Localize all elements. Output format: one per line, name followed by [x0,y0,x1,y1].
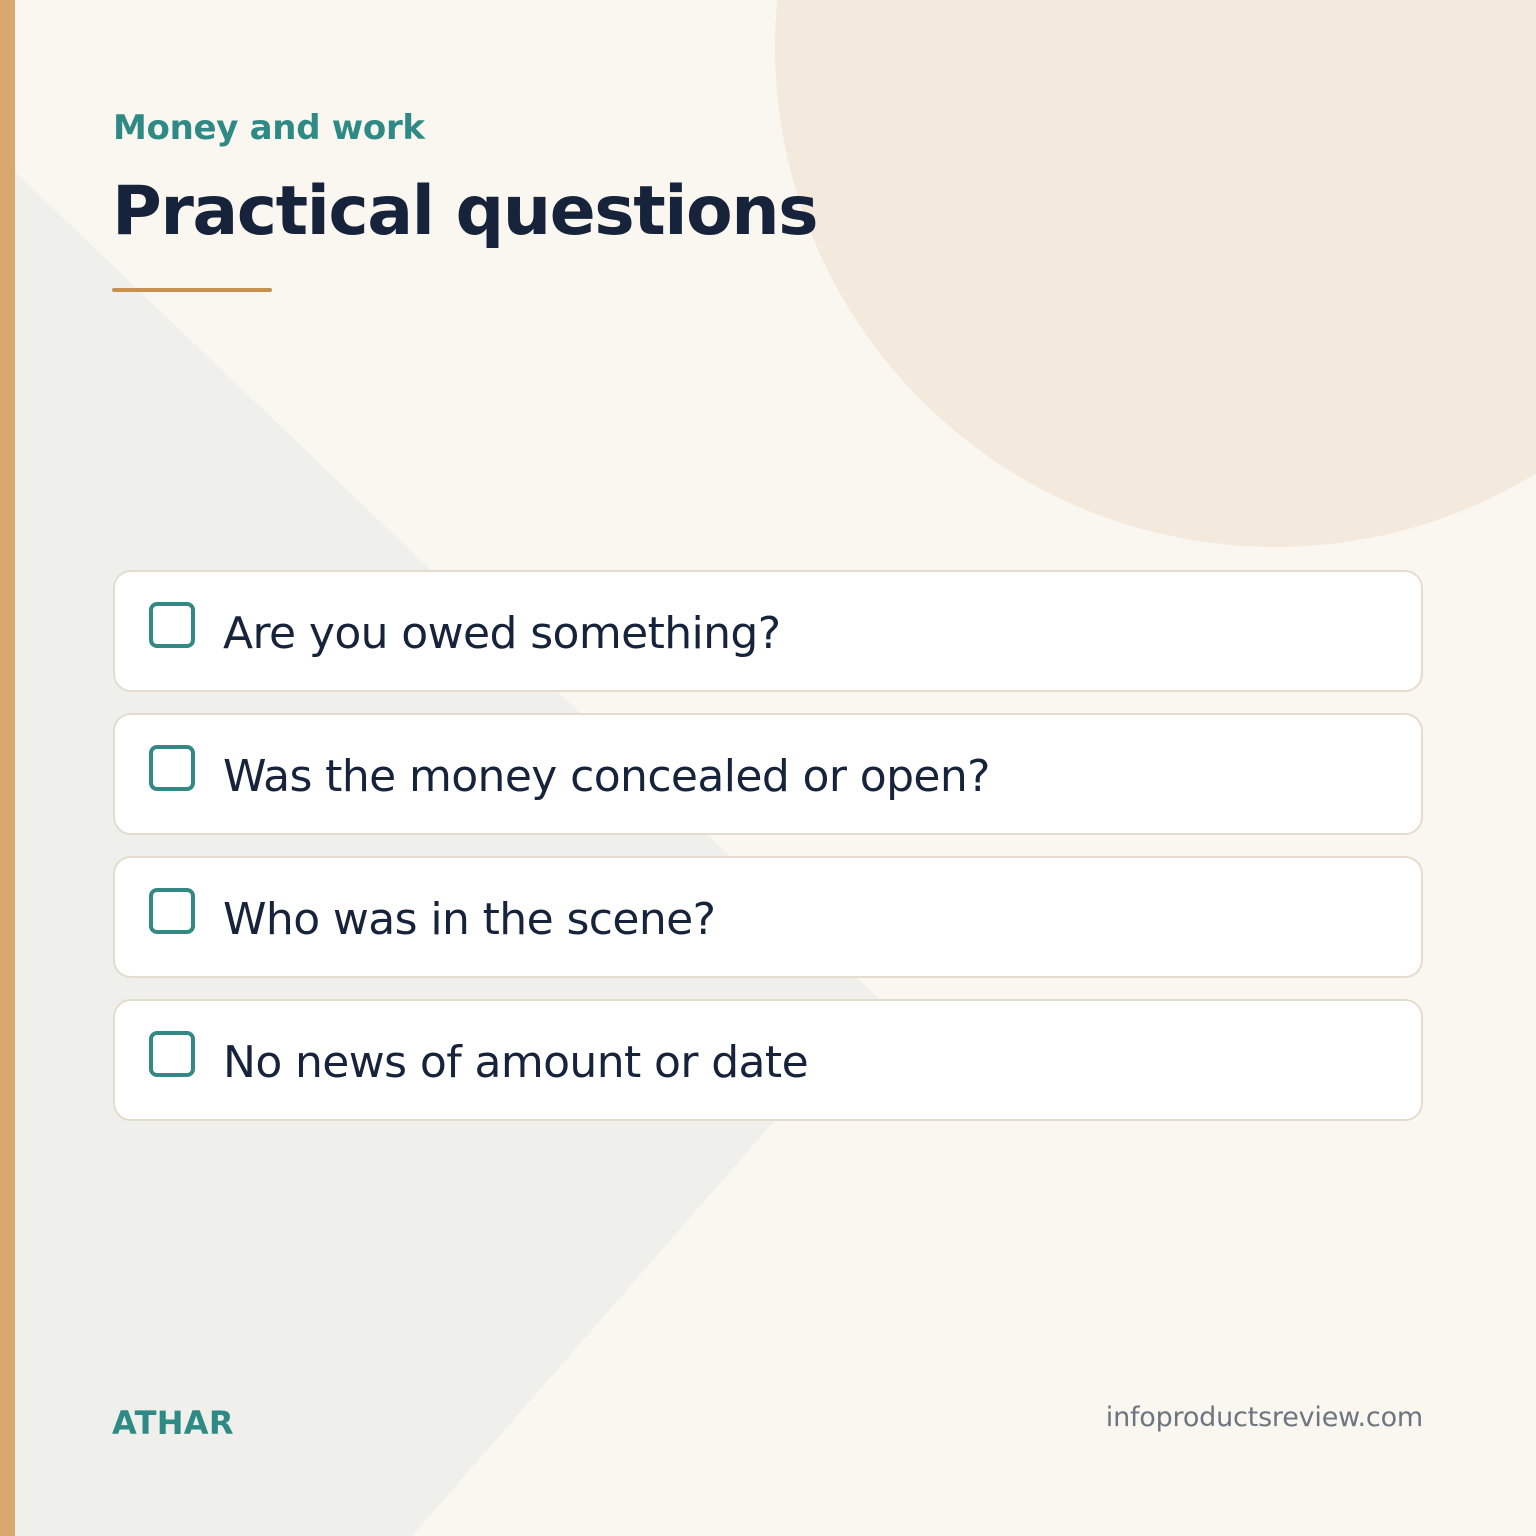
section-eyebrow: Money and work [113,108,425,148]
checkbox[interactable] [149,888,195,934]
checklist-item-label: Are you owed something? [223,608,781,659]
checklist-item-label: No news of amount or date [223,1037,809,1088]
left-accent-bar [0,0,15,1536]
checklist-item[interactable] [113,999,1423,1121]
page-title: Practical questions [112,172,818,251]
checklist-item-label: Who was in the scene? [223,894,716,945]
site-url: infoproductsreview.com [1105,1402,1423,1433]
checkbox[interactable] [149,745,195,791]
checklist-item[interactable] [113,570,1423,692]
background-circle [775,0,1536,547]
checklist-item-label: Was the money concealed or open? [223,751,990,802]
checklist-item[interactable] [113,713,1423,835]
brand-logo-text: ATHAR [112,1404,234,1442]
checklist [113,570,1423,1142]
checkbox[interactable] [149,602,195,648]
checklist-item[interactable] [113,856,1423,978]
title-underline [112,288,272,292]
checkbox[interactable] [149,1031,195,1077]
